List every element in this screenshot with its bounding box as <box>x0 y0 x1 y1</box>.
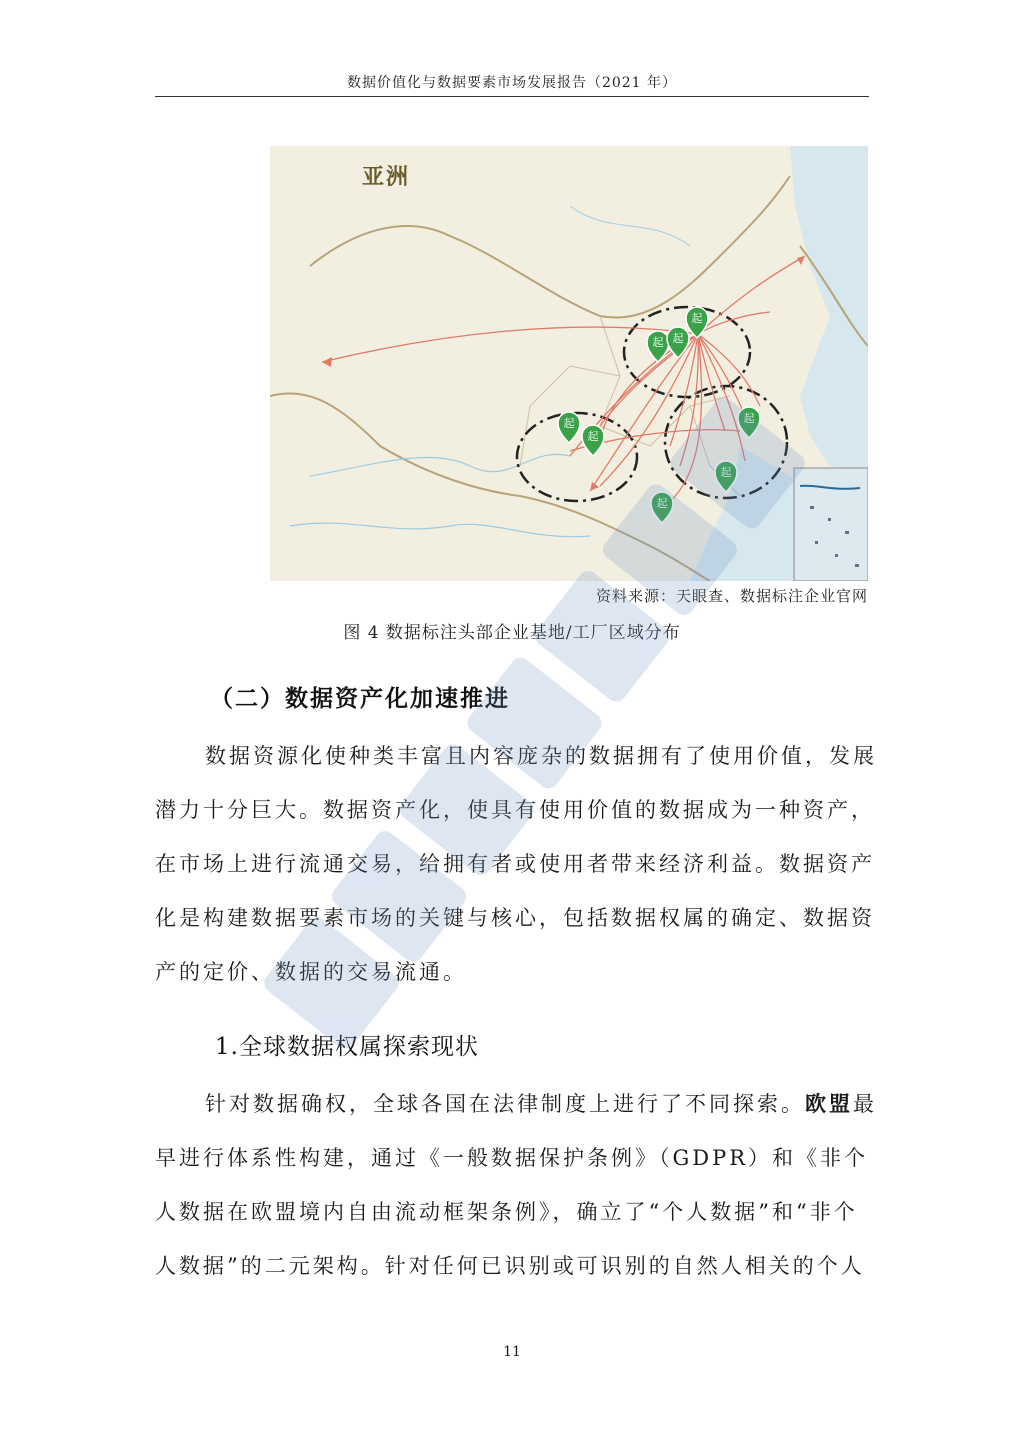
paragraph-line: 数据资源化使种类丰富且内容庞杂的数据拥有了使用价值，发展 <box>205 744 877 768</box>
paragraph-line-first <box>155 1077 877 1131</box>
paragraph-line: 在市场上进行流通交易，给拥有者或使用者带来经济利益。数据资产 <box>155 852 875 876</box>
paragraph-1 <box>155 729 877 999</box>
running-header: 数据价值化与数据要素市场发展报告（2021 年） <box>346 75 678 91</box>
paragraph-line: 化是构建数据要素市场的关键与核心，包括数据权属的确定、数据资 <box>155 906 875 930</box>
paragraph-line: 人数据在欧盟境内自由流动框架条例》，确立了“个人数据”和“非个 <box>155 1200 858 1224</box>
header-rule <box>155 96 869 97</box>
page-number: 11 <box>503 1344 521 1360</box>
marker-glyph: 起 <box>691 312 703 325</box>
paragraph-line: 潜力十分巨大。数据资产化，使具有使用价值的数据成为一种资产， <box>155 798 875 822</box>
marker-glyph: 起 <box>656 497 668 510</box>
paragraph-text: 最 <box>853 1092 877 1116</box>
marker-glyph: 起 <box>587 430 599 443</box>
map-graphic <box>270 146 868 581</box>
marker-glyph: 起 <box>672 332 684 345</box>
map-region-label: 亚洲 <box>362 165 411 190</box>
marker-glyph: 起 <box>743 412 755 425</box>
marker-glyph: 起 <box>720 466 732 479</box>
figure-source: 资料来源：天眼查、数据标注企业官网 <box>595 587 868 605</box>
paragraph-line: 产的定价、数据的交易流通。 <box>155 960 467 984</box>
marker-glyph: 起 <box>652 336 664 349</box>
marker-glyph: 起 <box>563 417 575 430</box>
paragraph-line: 早进行体系性构建，通过《一般数据保护条例》（GDPR）和《非个 <box>155 1146 869 1170</box>
marker-group <box>558 307 760 523</box>
figure-map <box>270 146 868 581</box>
figure-caption: 图 4 数据标注头部企业基地/工厂区域分布 <box>343 623 681 643</box>
paragraph-2 <box>155 1077 877 1293</box>
bold-term: 欧盟 <box>805 1091 853 1116</box>
section-title: （二）数据资产化加速推进 <box>210 686 510 712</box>
subsection-title: 1.全球数据权属探索现状 <box>215 1034 479 1060</box>
paragraph-text: 针对数据确权，全球各国在法律制度上进行了不同探索。 <box>205 1092 805 1116</box>
paragraph-line: 人数据”的二元架构。针对任何已识别或可识别的自然人相关的个人 <box>155 1254 865 1278</box>
